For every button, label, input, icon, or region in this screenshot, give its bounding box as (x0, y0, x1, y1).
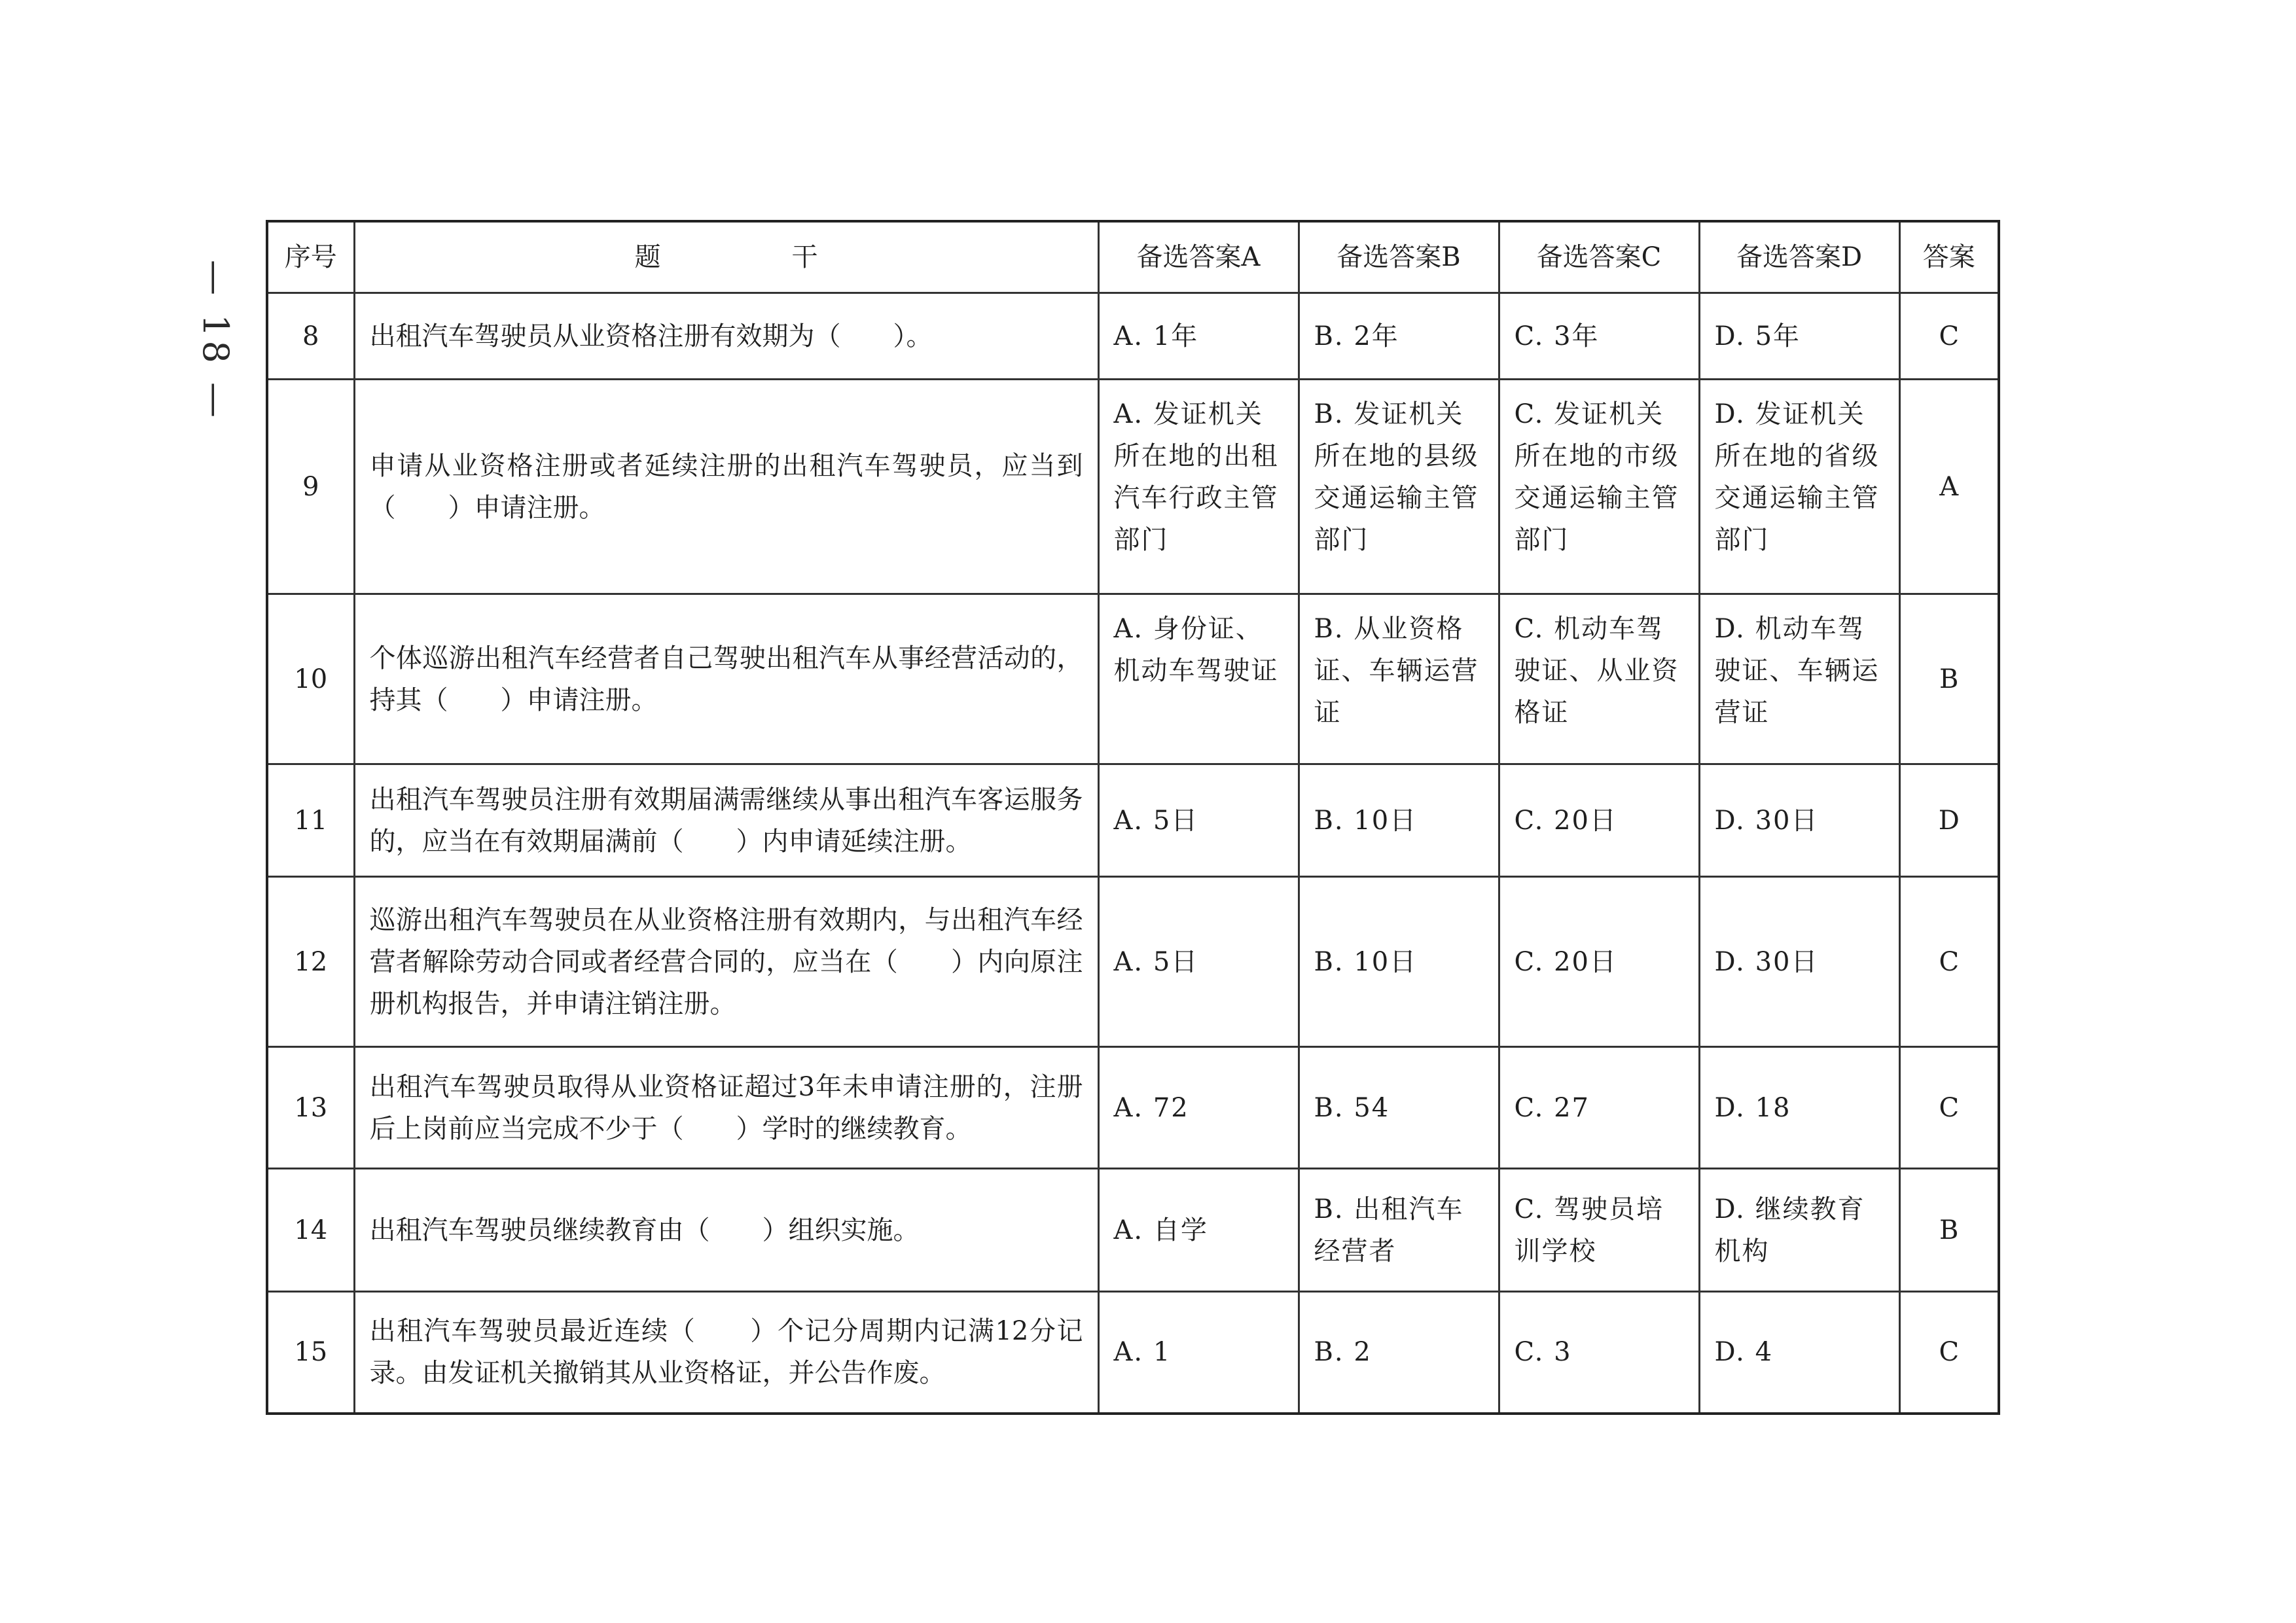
row-option-b: B. 2 (1299, 1292, 1499, 1414)
header-row (267, 221, 1999, 293)
row-answer: C (1899, 1047, 1999, 1169)
row-option-c: C. 3 (1499, 1292, 1699, 1414)
row-answer: C (1899, 293, 1999, 380)
row-answer: A (1899, 380, 1999, 594)
row-option-c: C. 27 (1499, 1047, 1699, 1169)
table-row (267, 594, 1999, 764)
row-num: 13 (267, 1047, 354, 1169)
row-option-a: A. 72 (1098, 1047, 1299, 1169)
row-option-c: C. 3年 (1499, 293, 1699, 380)
row-stem: 出租汽车驾驶员最近连续（ ）个记分周期内记满12分记录。由发证机关撤销其从业资格证，并公告作废。 (354, 1292, 1098, 1414)
row-option-c: C. 20日 (1499, 764, 1699, 877)
row-num: 12 (267, 877, 354, 1047)
header-answer: 答案 (1899, 221, 1999, 293)
row-stem: 出租汽车驾驶员取得从业资格证超过3年未申请注册的，注册后上岗前应当完成不少于（ ）学时的继续教育。 (354, 1047, 1098, 1169)
question-table (266, 220, 2000, 1415)
row-option-c: C. 20日 (1499, 877, 1699, 1047)
row-option-a: A. 5日 (1098, 877, 1299, 1047)
header-option-c: 备选答案C (1499, 221, 1699, 293)
row-option-a: A. 1 (1098, 1292, 1299, 1414)
row-stem: 出租汽车驾驶员从业资格注册有效期为（ ）。 (354, 293, 1098, 380)
row-stem: 巡游出租汽车驾驶员在从业资格注册有效期内，与出租汽车经营者解除劳动合同或者经营合同的，应当在（ ）内向原注册机构报告，并申请注销注册。 (354, 877, 1098, 1047)
row-answer: B (1899, 594, 1999, 764)
row-stem: 出租汽车驾驶员注册有效期届满需继续从事出租汽车客运服务的，应当在有效期届满前（ ）内申请延续注册。 (354, 764, 1098, 877)
table-row (267, 293, 1999, 380)
header-option-b: 备选答案B (1299, 221, 1499, 293)
row-answer: C (1899, 1292, 1999, 1414)
row-option-d: D. 继续教育机构 (1699, 1169, 1899, 1292)
row-option-c: C. 发证机关所在地的市级交通运输主管部门 (1499, 380, 1699, 594)
row-option-d: D. 4 (1699, 1292, 1899, 1414)
row-stem: 出租汽车驾驶员继续教育由（ ）组织实施。 (354, 1169, 1098, 1292)
row-answer: D (1899, 764, 1999, 877)
row-option-c: C. 机动车驾驶证、从业资格证 (1499, 594, 1699, 764)
page-number-text: — 18 — (195, 259, 237, 421)
row-option-d: D. 18 (1699, 1047, 1899, 1169)
row-option-b: B. 10日 (1299, 764, 1499, 877)
header-option-a: 备选答案A (1098, 221, 1299, 293)
row-option-a: A. 自学 (1098, 1169, 1299, 1292)
row-option-b: B. 2年 (1299, 293, 1499, 380)
row-option-b: B. 出租汽车经营者 (1299, 1169, 1499, 1292)
row-num: 8 (267, 293, 354, 380)
row-num: 11 (267, 764, 354, 877)
row-num: 14 (267, 1169, 354, 1292)
row-option-d: D. 30日 (1699, 764, 1899, 877)
table-row (267, 1292, 1999, 1414)
row-option-a: A. 发证机关所在地的出租汽车行政主管部门 (1098, 380, 1299, 594)
table-row (267, 1169, 1999, 1292)
row-option-b: B. 54 (1299, 1047, 1499, 1169)
header-num: 序号 (267, 221, 354, 293)
row-option-b: B. 从业资格证、车辆运营证 (1299, 594, 1499, 764)
row-option-d: D. 发证机关所在地的省级交通运输主管部门 (1699, 380, 1899, 594)
table-row (267, 877, 1999, 1047)
row-option-b: B. 发证机关所在地的县级交通运输主管部门 (1299, 380, 1499, 594)
header-option-d: 备选答案D (1699, 221, 1899, 293)
row-option-c: C. 驾驶员培训学校 (1499, 1169, 1699, 1292)
row-option-a: A. 身份证、机动车驾驶证 (1098, 594, 1299, 764)
table-row (267, 764, 1999, 877)
row-answer: B (1899, 1169, 1999, 1292)
row-num: 10 (267, 594, 354, 764)
row-num: 9 (267, 380, 354, 594)
header-stem: 题干 (354, 221, 1098, 293)
row-option-a: A. 1年 (1098, 293, 1299, 380)
row-option-a: A. 5日 (1098, 764, 1299, 877)
row-option-d: D. 5年 (1699, 293, 1899, 380)
row-option-b: B. 10日 (1299, 877, 1499, 1047)
table-row (267, 1047, 1999, 1169)
row-option-d: D. 30日 (1699, 877, 1899, 1047)
row-option-d: D. 机动车驾驶证、车辆运营证 (1699, 594, 1899, 764)
row-stem: 个体巡游出租汽车经营者自己驾驶出租汽车从事经营活动的，持其（ ）申请注册。 (354, 594, 1098, 764)
page-number (177, 242, 255, 438)
row-answer: C (1899, 877, 1999, 1047)
row-num: 15 (267, 1292, 354, 1414)
row-stem: 申请从业资格注册或者延续注册的出租汽车驾驶员，应当到（ ）申请注册。 (354, 380, 1098, 594)
table-row (267, 380, 1999, 594)
